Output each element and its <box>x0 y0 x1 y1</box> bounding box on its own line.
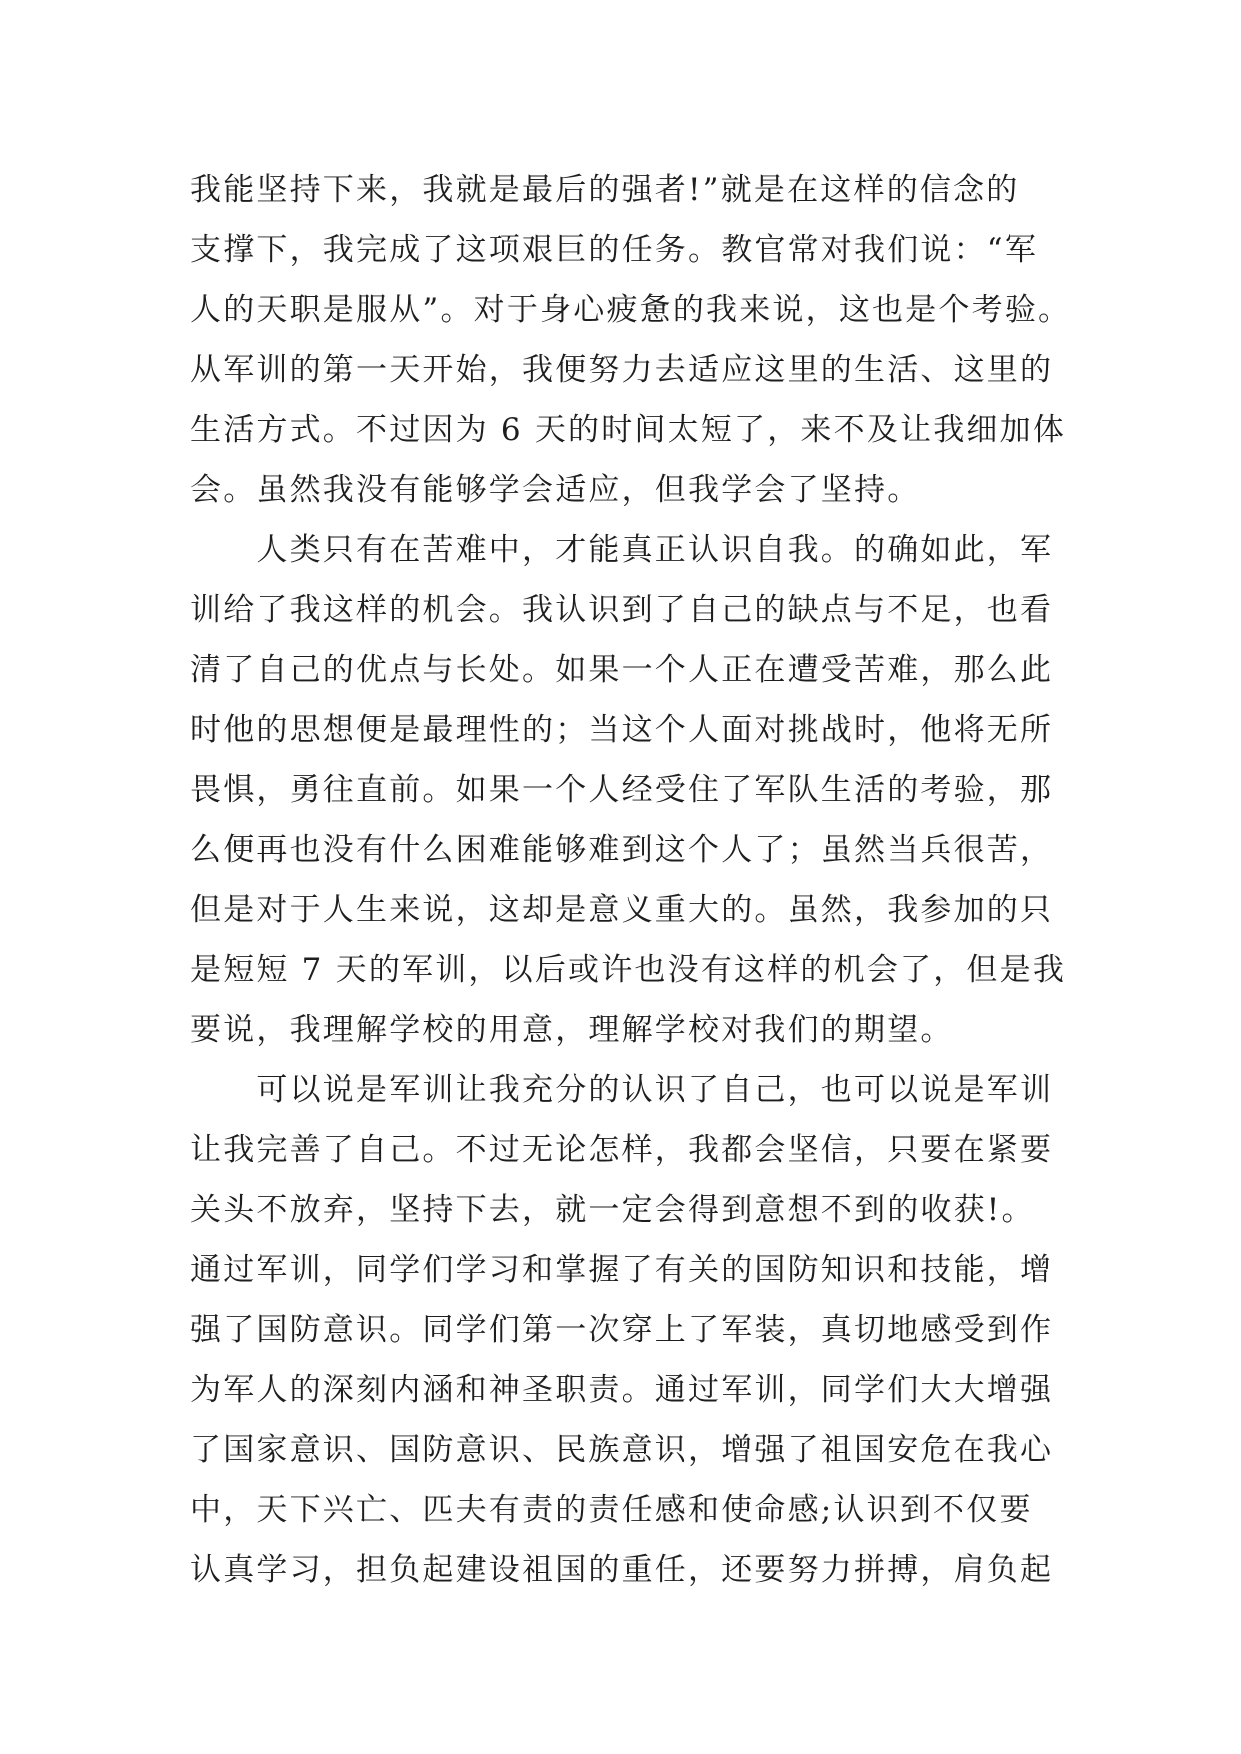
text-line: 我能坚持下来，我就是最后的强者!”就是在这样的信念的 <box>190 172 1020 208</box>
text-line: 为军人的深刻内涵和神圣职责。通过军训，同学们大大增强 <box>190 1372 1054 1408</box>
text-line: 中，天下兴亡、匹夫有责的责任感和使命感;认识到不仅要 <box>190 1492 1033 1528</box>
text-line: 会。虽然我没有能够学会适应，但我学会了坚持。 <box>190 472 921 508</box>
text-line: 要说，我理解学校的用意，理解学校对我们的期望。 <box>190 1012 954 1048</box>
text-line: 了国家意识、国防意识、民族意识，增强了祖国安危在我心 <box>190 1432 1054 1468</box>
text-line: 清了自己的优点与长处。如果一个人正在遭受苦难，那么此 <box>190 652 1054 688</box>
text-line: 人的天职是服从”。对于身心疲惫的我来说，这也是个考验。 <box>190 292 1072 328</box>
text-line: 支撑下，我完成了这项艰巨的任务。教官常对我们说：“军 <box>190 232 1039 268</box>
text-line: 可以说是军训让我充分的认识了自己，也可以说是军训 <box>190 1072 1054 1108</box>
text-line: 但是对于人生来说，这却是意义重大的。虽然，我参加的只 <box>190 892 1054 928</box>
body-text <box>190 160 1070 1600</box>
text-line: 人类只有在苦难中，才能真正认识自我。的确如此，军 <box>190 532 1054 568</box>
text-line: 生活方式。不过因为 6 天的时间太短了，来不及让我细加体 <box>190 412 1067 448</box>
text-line: 么便再也没有什么困难能够难到这个人了；虽然当兵很苦， <box>190 832 1054 868</box>
text-line: 畏惧，勇往直前。如果一个人经受住了军队生活的考验，那 <box>190 772 1054 808</box>
text-line: 训给了我这样的机会。我认识到了自己的缺点与不足，也看 <box>190 592 1054 628</box>
text-line: 认真学习，担负起建设祖国的重任，还要努力拼搏，肩负起 <box>190 1552 1054 1588</box>
text-line: 关头不放弃，坚持下去，就一定会得到意想不到的收获!。 <box>190 1192 1035 1228</box>
text-line: 从军训的第一天开始，我便努力去适应这里的生活、这里的 <box>190 352 1054 388</box>
text-line: 强了国防意识。同学们第一次穿上了军装，真切地感受到作 <box>190 1312 1054 1348</box>
text-line: 时他的思想便是最理性的；当这个人面对挑战时，他将无所 <box>190 712 1054 748</box>
text-line: 通过军训，同学们学习和掌握了有关的国防知识和技能，增 <box>190 1252 1054 1288</box>
text-line: 让我完善了自己。不过无论怎样，我都会坚信，只要在紧要 <box>190 1132 1054 1168</box>
text-line: 是短短 7 天的军训，以后或许也没有这样的机会了，但是我 <box>190 952 1067 988</box>
